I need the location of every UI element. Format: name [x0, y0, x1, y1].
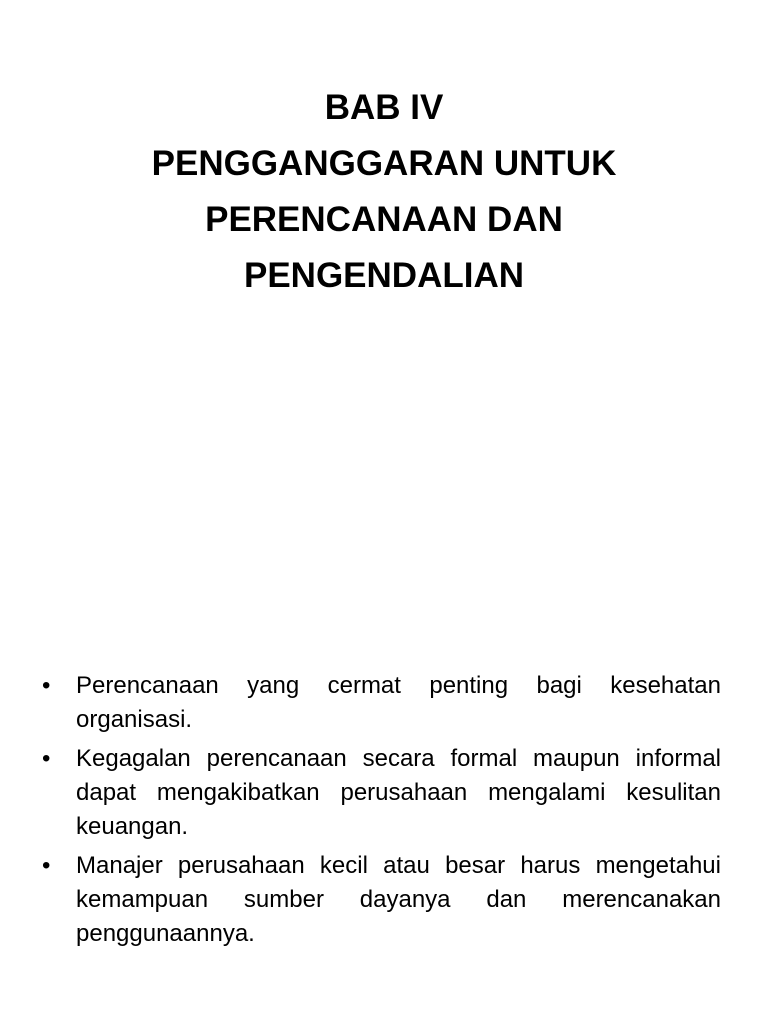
bullet-dot-icon: •	[42, 852, 51, 879]
bullet-text: Kegagalan perencanaan secara formal maupun informal dapat mengakibatkan perusahaan mengalami kesulitan keuangan.	[76, 745, 721, 840]
bullet-dot-icon: •	[42, 672, 51, 699]
bullet-text: Perencanaan yang cermat penting bagi kesehatan organisasi.	[76, 672, 721, 733]
title-line-4: PENGENDALIAN	[243, 256, 525, 295]
bullet-item	[40, 849, 721, 951]
title-line-chapter: BAB IV	[324, 88, 444, 127]
bullet-list	[40, 669, 721, 956]
bullet-item	[40, 669, 721, 737]
title-line-2: PENGGANGGARAN UNTUK	[151, 144, 617, 183]
title-line-3: PERENCANAAN DAN	[205, 200, 563, 239]
bullet-item	[40, 742, 721, 844]
slide-title	[40, 80, 728, 304]
bullet-text: Manajer perusahaan kecil atau besar harus mengetahui kemampuan sumber dayanya dan merencanakan penggunaannya.	[76, 852, 721, 947]
bullet-dot-icon: •	[42, 745, 51, 772]
